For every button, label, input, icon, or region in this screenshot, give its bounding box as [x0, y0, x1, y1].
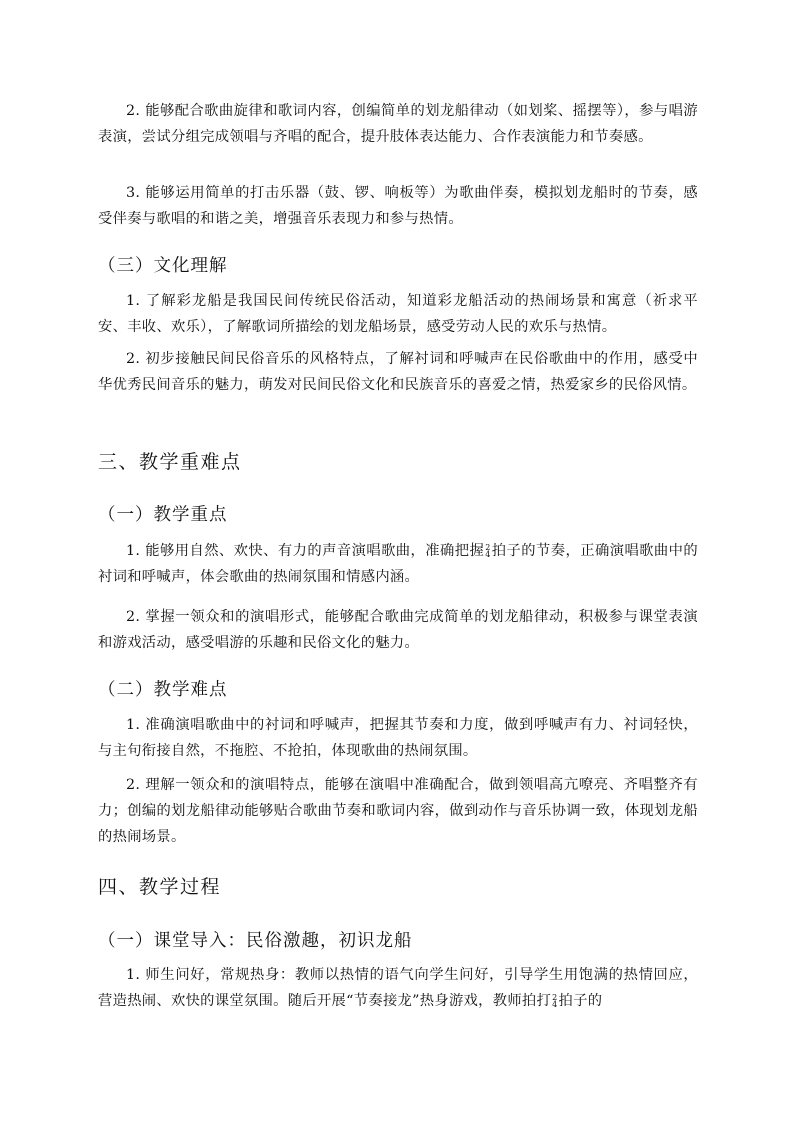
intro-item-1-before: 1. 师生问好，常规热身：教师以热情的语气向学生问好，引导学生用饱满的热情回应，营造热闹、欢快的课堂氛围。随后开展“节奏接龙”热身游戏，教师拍打 — [98, 967, 698, 1009]
intro-item-1 — [98, 962, 698, 1014]
key-point-item-1-after: 拍子的节奏，正确演唱歌曲中的衬词和呼喊声，体会歌曲的热闹氛围和情感内涵。 — [98, 543, 698, 585]
skill-item-2: 2. 能够配合歌曲旋律和歌词内容，创编简单的划龙船律动（如划桨、摇摆等），参与唱游表演，尝试分组完成领唱与齐唱的配合，提升肢体表达能力、合作表演能力和节奏感。 — [98, 103, 698, 145]
culture-heading: （三）文化理解 — [98, 256, 228, 276]
key-point-item-2: 2. 掌握一领众和的演唱形式，能够配合歌曲完成简单的划龙船律动，积极参与课堂表演和游戏活动，感受唱游的乐趣和民俗文化的魅力。 — [98, 609, 698, 651]
time-signature-fraction — [552, 994, 557, 1008]
section3-heading: 三、教学重难点 — [98, 451, 242, 473]
key-points-heading: （一）教学重点 — [98, 505, 228, 525]
intro-item-1-after: 拍子的 — [558, 993, 603, 1009]
key-point-item-1 — [98, 538, 698, 590]
fraction-numerator: 2 — [485, 543, 491, 552]
intro-heading: （一）课堂导入：民俗激趣，初识龙船 — [98, 931, 413, 951]
key-point-item-1-before: 1. 能够用自然、欢快、有力的声音演唱歌曲，准确把握 — [126, 543, 485, 559]
section4-heading: 四、教学过程 — [98, 876, 222, 898]
skill-item-3: 3. 能够运用简单的打击乐器（鼓、锣、响板等）为歌曲伴奏，模拟划龙船时的节奏，感受伴奏与歌唱的和谐之美，增强音乐表现力和参与热情。 — [98, 185, 698, 227]
fraction-numerator: 2 — [552, 993, 558, 1002]
culture-item-1: 1. 了解彩龙船是我国民间传统民俗活动，知道彩龙船活动的热闹场景和寓意（祈求平安、丰收、欢乐），了解歌词所描绘的划龙船场景，感受劳动人民的欢乐与热情。 — [98, 293, 698, 335]
difficult-points-heading: （二）教学难点 — [98, 680, 228, 700]
fraction-denominator: 4 — [552, 1000, 558, 1009]
difficult-point-item-2: 2. 理解一领众和的演唱特点，能够在演唱中准确配合，做到领唱高亢嘹亮、齐唱整齐有力；创编的划龙船律动能够贴合歌曲节奏和歌词内容，做到动作与音乐协调一致，体现划龙船的热闹场景。 — [98, 777, 698, 845]
time-signature-fraction — [485, 544, 490, 558]
difficult-point-item-1: 1. 准确演唱歌曲中的衬词和呼喊声，把握其节奏和力度，做到呼喊声有力、衬词轻快，与主句衔接自然，不拖腔、不抢拍，体现歌曲的热闹氛围。 — [98, 717, 698, 759]
culture-item-2: 2. 初步接触民间民俗音乐的风格特点，了解衬词和呼喊声在民俗歌曲中的作用，感受中华优秀民间音乐的魅力，萌发对民间民俗文化和民族音乐的喜爱之情，热爱家乡的民俗风情。 — [98, 351, 698, 393]
fraction-denominator: 4 — [485, 550, 491, 559]
